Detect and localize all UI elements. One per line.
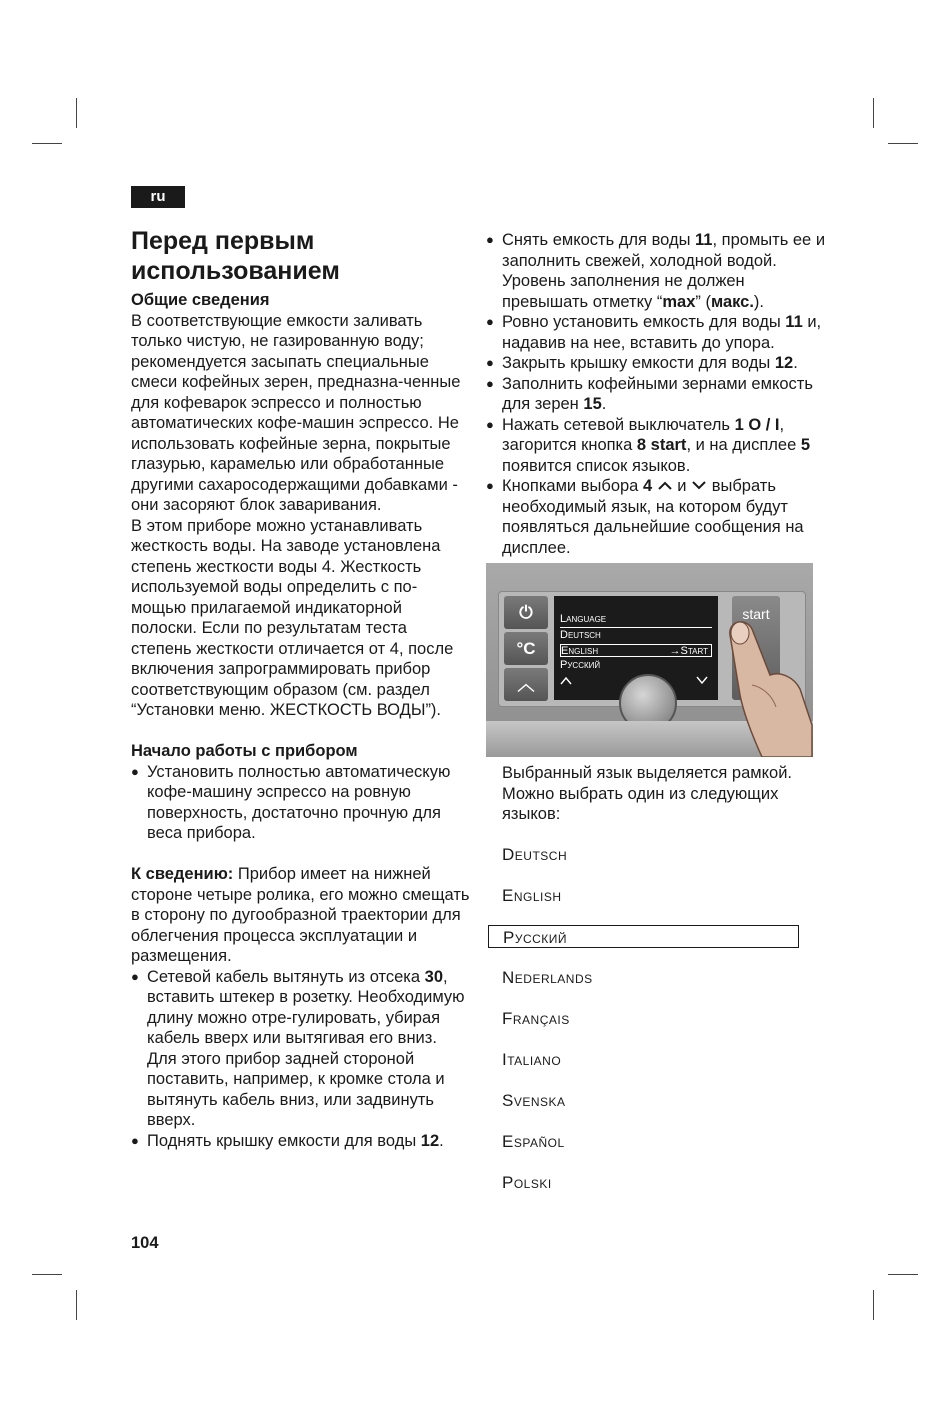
- language-item: Español: [502, 1132, 565, 1151]
- crop-mark: [76, 98, 77, 128]
- language-item: Svenska: [502, 1091, 566, 1110]
- chevron-up-icon: [657, 480, 673, 491]
- general-text-2: В этом приборе можно устанавливать жесткость воды. На заводе установлена степень жесткости воды 4. Жесткость используемой воды определить с по-мощью прилагаемой индикаторной полоски. Если по результатам теста степень жесткости отличается от 4, после включения запрограммировать прибор соответствующим образом (см. раздел “Установки меню. ЖЕСТКОСТЬ ВОДЫ”).: [131, 516, 454, 719]
- temperature-button: °C: [504, 632, 548, 665]
- bullet-select-language: ● Кнопками выбора 4 и выбрать необходимый язык, на котором будут появляться дальнейшие сообщения на дисплее.: [486, 476, 831, 558]
- finger-illustration: [722, 615, 813, 757]
- chevron-down-icon: [691, 480, 707, 491]
- crop-mark: [32, 1274, 62, 1275]
- lid-bullet: ● Поднять крышку емкости для воды 12.: [131, 1131, 471, 1152]
- bullet-power-switch: ● Нажать сетевой выключатель 1 O / I, загорится кнопка 8 start, и на дисплее 5 появится список языков.: [486, 415, 831, 477]
- crop-mark: [32, 143, 62, 144]
- start-heading: Начало работы с прибором: [131, 742, 358, 760]
- crop-mark: [873, 98, 874, 128]
- crop-mark: [76, 1290, 77, 1320]
- screen-line-russian: Русский: [560, 659, 601, 671]
- right-column: [486, 230, 831, 558]
- screen-line-english: English →Start: [560, 644, 712, 657]
- crop-mark: [873, 1290, 874, 1320]
- cable-bullet: ● Сетевой кабель вытянуть из отсека 30, вставить штекер в розетку. Необходимую длину можно отре-гулировать, убирая кабель вверх или вытягивая его вниз. Для этого прибор задней стороной поставить, например, к кромке стола и вытянуть кабель вниз, или задвинуть вверх.: [131, 967, 471, 1131]
- selection-note: Выбранный язык выделяется рамкой. Можно выбрать один из следующих языков:: [502, 764, 793, 823]
- power-icon: ⏻: [504, 596, 548, 629]
- language-badge: ru: [131, 186, 185, 208]
- chevron-down-icon: [696, 676, 708, 685]
- language-item: Nederlands: [502, 968, 593, 987]
- left-column: [131, 290, 471, 1151]
- bullet-fill-beans: ● Заполнить кофейными зернами емкость для зерен 15.: [486, 374, 831, 415]
- note-text: Прибор имеет на нижней стороне четыре ролика, его можно смещать в сторону по дугообразной траектории для облегчения процесса эксплуатации и размещения.: [131, 865, 470, 965]
- language-item: Deutsch: [502, 845, 568, 864]
- language-item-selected: Русский: [488, 925, 799, 948]
- general-heading: Общие сведения: [131, 291, 270, 309]
- language-item: Italiano: [502, 1050, 562, 1069]
- bullet-water-tank: ● Снять емкость для воды 11, промыть ее и заполнить свежей, холодной водой. Уровень заполнения не должен превышать отметку “max” (макс.).: [486, 230, 831, 312]
- page-number: 104: [131, 1234, 159, 1252]
- device-photo: [486, 563, 813, 757]
- start-bullet: ● Установить полностью автоматическую кофе-машину эспрессо на ровную поверхность, достаточно прочную для веса прибора.: [131, 762, 471, 844]
- language-list: [488, 843, 799, 1212]
- page-title: Перед первым использованием: [131, 227, 340, 285]
- bullet-close-lid: ● Закрыть крышку емкости для воды 12.: [486, 353, 831, 374]
- chevron-up-icon: [560, 676, 572, 685]
- chevron-up-icon: ︿: [504, 668, 548, 701]
- screen-line-deutsch: Deutsch: [560, 629, 601, 641]
- language-item: Français: [502, 1009, 570, 1028]
- note-paragraph: [131, 864, 471, 967]
- crop-mark: [888, 1274, 918, 1275]
- bullet-insert-tank: ● Ровно установить емкость для воды 11 и, надавив на нее, вставить до упора.: [486, 312, 831, 353]
- language-item: English: [502, 886, 562, 905]
- screen-title: Language: [560, 613, 607, 625]
- language-item: Polski: [502, 1173, 552, 1192]
- note-label: К сведению:: [131, 865, 234, 883]
- general-text-1: В соответствующие емкости заливать только чистую, не газированную воду; рекомендуется засыпать специальные смеси кофейных зерен, предназна-ченные для кофеварок эспрессо и полностью автоматических кофе-машин эспрессо. Не использовать кофейные зерна, покрытые глазурью, карамелью или обработанные другими сахаросодержащими добавками - они засоряют блок заваривания.: [131, 311, 461, 514]
- crop-mark: [888, 143, 918, 144]
- start-button: start: [732, 596, 780, 700]
